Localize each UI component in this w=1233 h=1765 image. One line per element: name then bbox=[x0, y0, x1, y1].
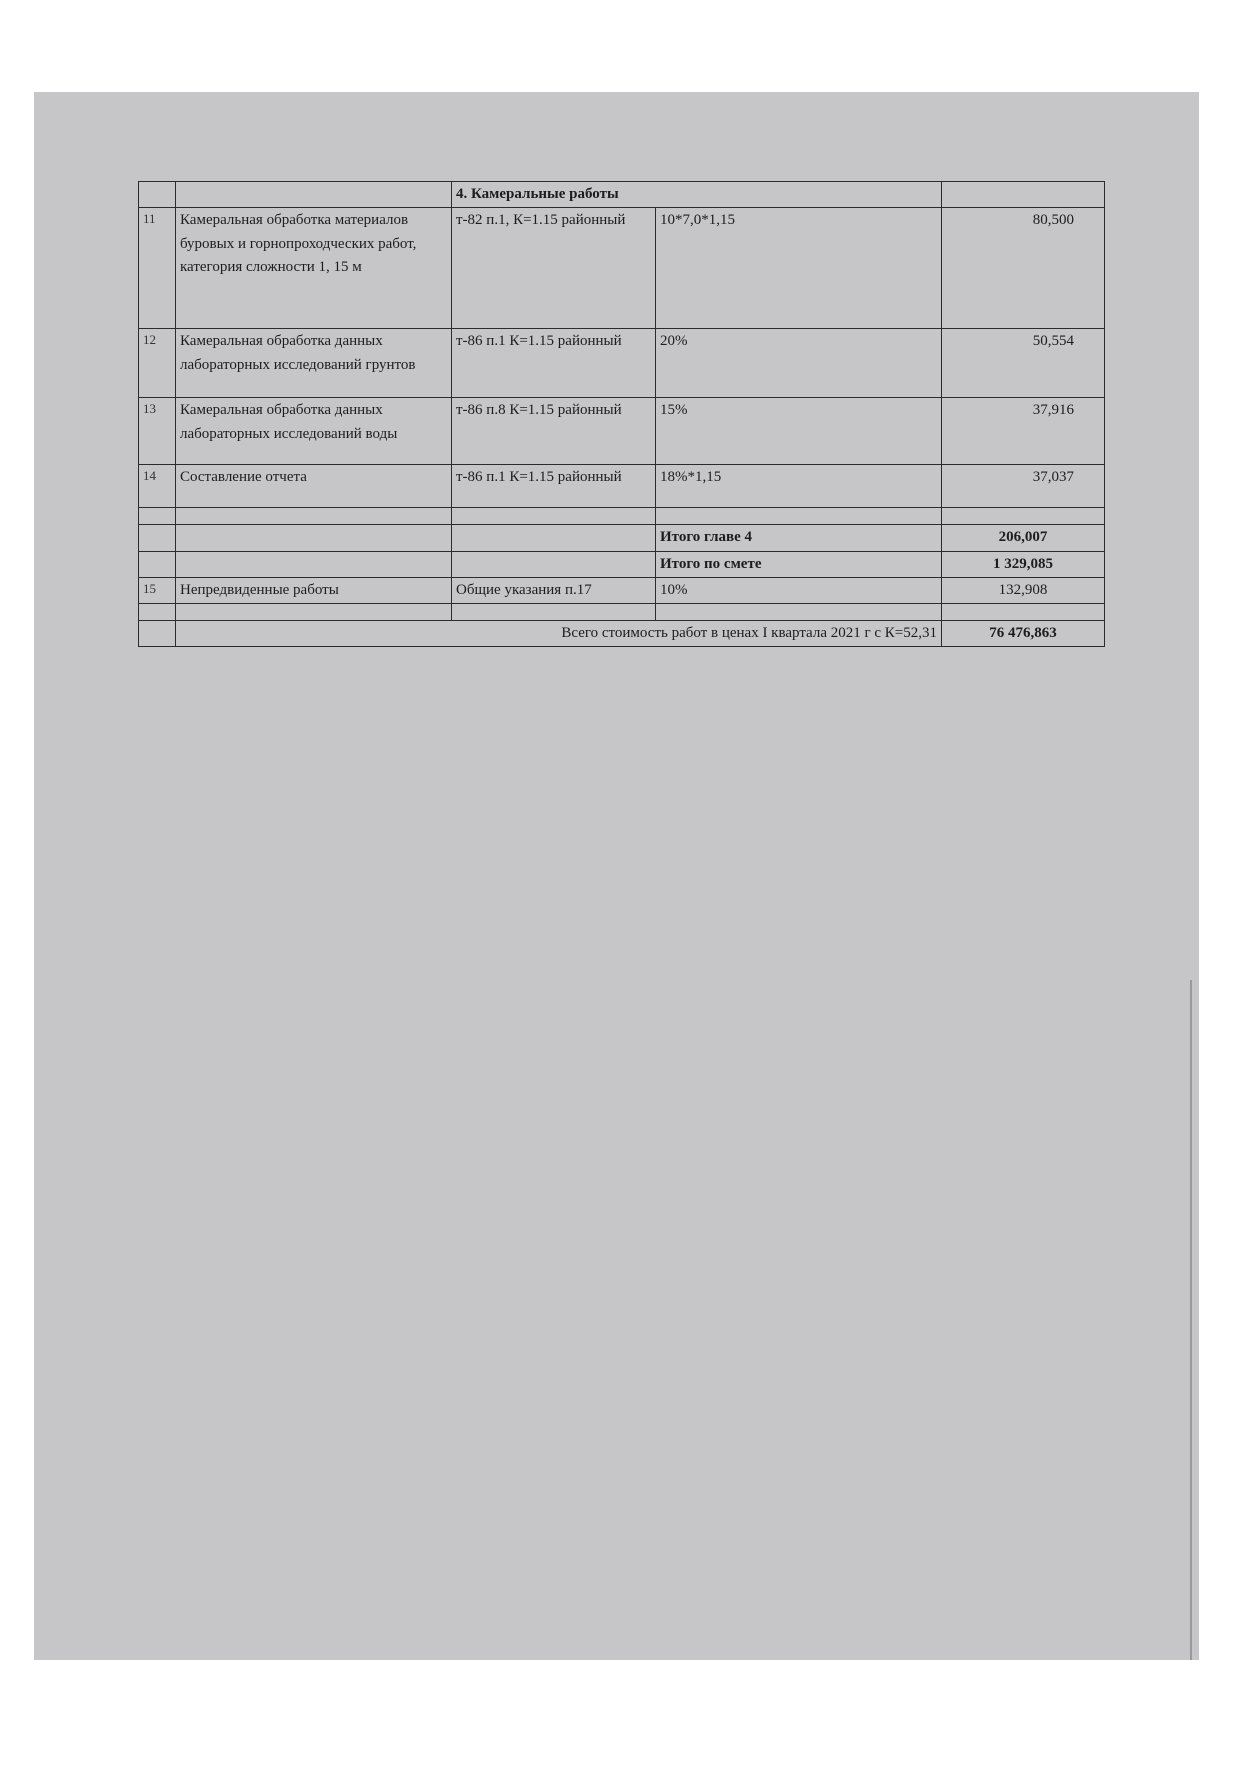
work-name: Камеральная обработка данных лабораторных исследований воды bbox=[176, 398, 452, 465]
basis: т-86 п.8 К=1.15 районный bbox=[452, 398, 656, 465]
table-row bbox=[139, 465, 1105, 508]
table-row bbox=[139, 398, 1105, 465]
row-number: 15 bbox=[139, 577, 176, 603]
chapter-total-row bbox=[139, 525, 1105, 551]
chapter-total-value: 206,007 bbox=[942, 525, 1105, 551]
work-name: Непредвиденные работы bbox=[176, 577, 452, 603]
section-header-row bbox=[139, 182, 1105, 208]
estimate-total-value: 1 329,085 bbox=[942, 551, 1105, 577]
page-edge-line bbox=[1190, 980, 1192, 1660]
calculation: 10% bbox=[656, 577, 942, 603]
table-row bbox=[139, 329, 1105, 398]
work-name: Составление отчета bbox=[176, 465, 452, 508]
calculation: 18%*1,15 bbox=[656, 465, 942, 508]
basis: Общие указания п.17 bbox=[452, 577, 656, 603]
section-title: 4. Камеральные работы bbox=[452, 182, 942, 208]
cost: 37,916 bbox=[942, 398, 1105, 465]
cost: 80,500 bbox=[942, 208, 1105, 329]
grand-total-row bbox=[139, 621, 1105, 647]
work-name: Камеральная обработка материалов буровых и горнопроходческих работ, категория сложности 1, 15 м bbox=[176, 208, 452, 329]
grand-total-value: 76 476,863 bbox=[942, 621, 1105, 647]
row-number: 11 bbox=[139, 208, 176, 329]
cost: 132,908 bbox=[942, 577, 1105, 603]
estimate-total-row bbox=[139, 551, 1105, 577]
calculation: 10*7,0*1,15 bbox=[656, 208, 942, 329]
spacer-row bbox=[139, 508, 1105, 525]
basis: т-82 п.1, К=1.15 районный bbox=[452, 208, 656, 329]
basis: т-86 п.1 К=1.15 районный bbox=[452, 465, 656, 508]
estimate-table bbox=[138, 181, 1105, 647]
row-number: 12 bbox=[139, 329, 176, 398]
chapter-total-label: Итого главе 4 bbox=[656, 525, 942, 551]
work-name: Камеральная обработка данных лабораторных исследований грунтов bbox=[176, 329, 452, 398]
row-number: 14 bbox=[139, 465, 176, 508]
calculation: 20% bbox=[656, 329, 942, 398]
grand-total-label: Всего стоимость работ в ценах I квартала 2021 г с К=52,31 bbox=[176, 621, 942, 647]
spacer-row bbox=[139, 604, 1105, 621]
cost: 37,037 bbox=[942, 465, 1105, 508]
estimate-total-label: Итого по смете bbox=[656, 551, 942, 577]
unforeseen-row bbox=[139, 577, 1105, 603]
cost: 50,554 bbox=[942, 329, 1105, 398]
table-row bbox=[139, 208, 1105, 329]
calculation: 15% bbox=[656, 398, 942, 465]
basis: т-86 п.1 К=1.15 районный bbox=[452, 329, 656, 398]
row-number: 13 bbox=[139, 398, 176, 465]
